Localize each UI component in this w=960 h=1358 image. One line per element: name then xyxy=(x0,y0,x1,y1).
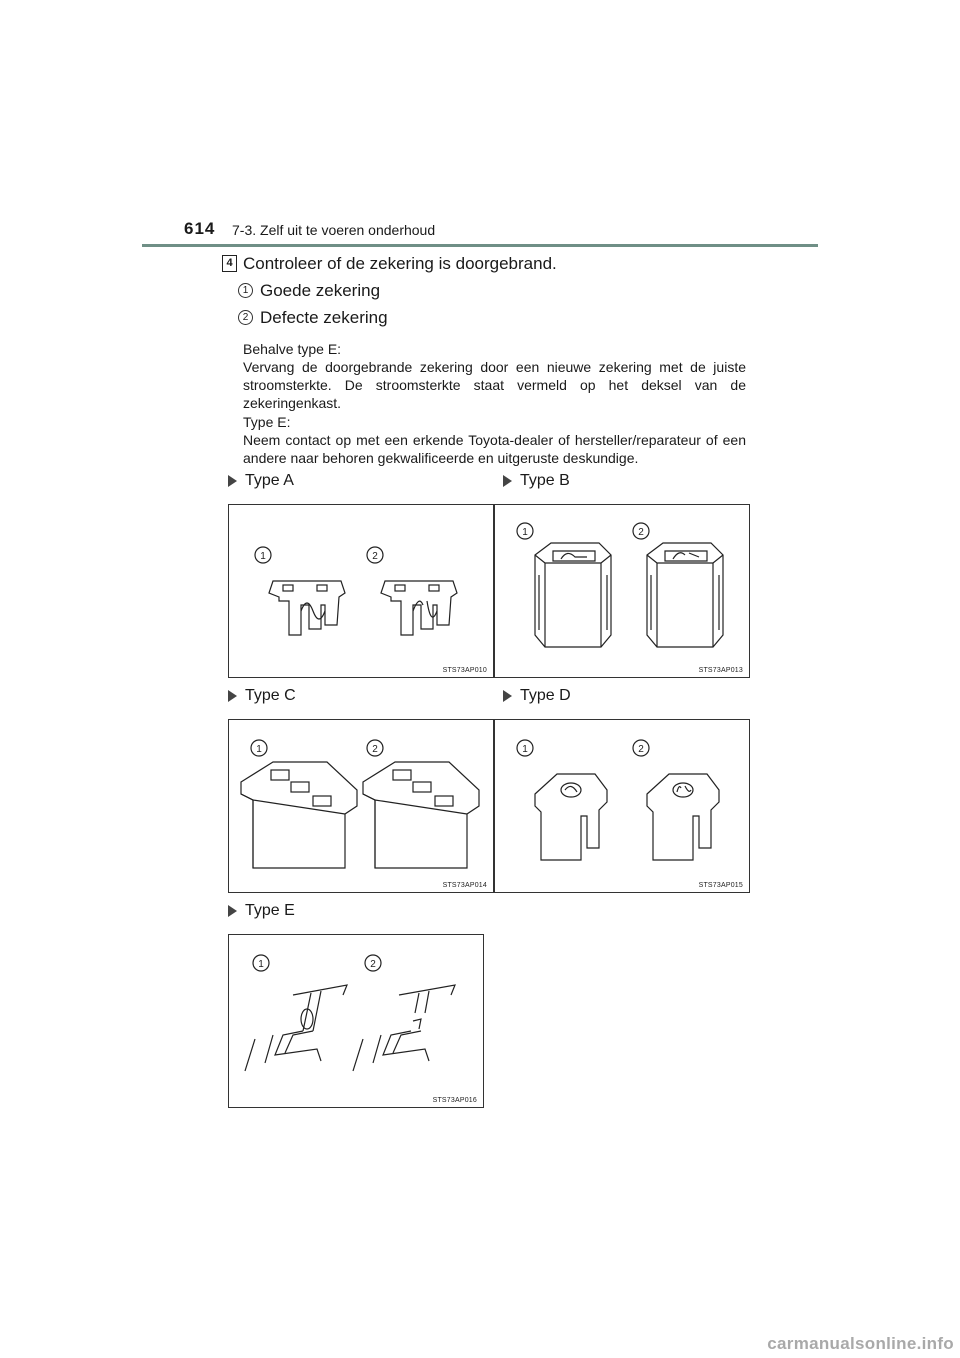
blade-fuse-illustration xyxy=(229,505,495,679)
figure-code: STS73AP014 xyxy=(442,882,487,889)
type-a-label: Type A xyxy=(228,472,294,490)
section-title: 7-3. Zelf uit te voeren onderhoud xyxy=(232,222,436,238)
right-triangle-icon xyxy=(228,690,237,702)
figure-code: STS73AP010 xyxy=(442,667,487,674)
item-good-fuse: Goede zekering xyxy=(260,281,381,300)
figure-code: STS73AP013 xyxy=(698,667,743,674)
callout-1: 1 xyxy=(522,744,528,755)
callout-1: 1 xyxy=(260,551,266,562)
callout-1: 1 xyxy=(522,527,528,538)
type-e-label: Type E xyxy=(228,902,295,920)
item-marker-2: 2 xyxy=(238,310,253,325)
item-marker-1: 1 xyxy=(238,283,253,298)
callout-2: 2 xyxy=(372,551,378,562)
callout-2: 2 xyxy=(638,527,644,538)
note-except-type-e xyxy=(243,340,746,412)
step-number-box: 4 xyxy=(222,255,237,272)
right-triangle-icon xyxy=(228,475,237,487)
watermark: carmanualsonline.info xyxy=(767,1334,954,1353)
cartridge-fuse-illustration xyxy=(495,505,751,679)
callout-1: 1 xyxy=(258,959,264,970)
figure-code: STS73AP015 xyxy=(698,882,743,889)
note-type-e xyxy=(243,413,746,467)
note-heading: Type E: xyxy=(243,414,291,430)
callout-2: 2 xyxy=(638,744,644,755)
right-triangle-icon xyxy=(503,690,512,702)
right-triangle-icon xyxy=(228,905,237,917)
note-body: Neem contact op met een erkende Toyota-dealer of hersteller/reparateur of een andere naar behoren gekwalificeerde en uitgeruste deskundige. xyxy=(243,432,746,466)
page-number: 614 xyxy=(184,219,216,238)
large-cartridge-fuse-illustration xyxy=(229,720,495,894)
header-divider xyxy=(142,244,818,247)
figure-type-d xyxy=(494,719,750,893)
figure-type-e xyxy=(228,934,484,1108)
step-instruction: Controleer of de zekering is doorgebrand. xyxy=(243,254,557,273)
figure-type-b xyxy=(494,504,750,678)
figure-type-c xyxy=(228,719,494,893)
callout-2: 2 xyxy=(372,744,378,755)
type-d-label: Type D xyxy=(503,687,571,705)
mini-cartridge-fuse-illustration xyxy=(495,720,751,894)
note-heading: Behalve type E: xyxy=(243,341,342,357)
figure-code: STS73AP016 xyxy=(432,1097,477,1104)
figure-type-a xyxy=(228,504,494,678)
item-defective-fuse: Defecte zekering xyxy=(260,308,388,327)
type-b-label: Type B xyxy=(503,472,570,490)
right-triangle-icon xyxy=(503,475,512,487)
type-c-label: Type C xyxy=(228,687,296,705)
note-body: Vervang de doorgebrande zekering door een nieuwe zekering met de juiste stroomsterkte. De stroomsterkte staat vermeld op het deksel van de zekeringenkast. xyxy=(243,359,746,411)
callout-2: 2 xyxy=(370,959,376,970)
fusible-link-illustration xyxy=(229,935,485,1109)
callout-1: 1 xyxy=(256,744,262,755)
